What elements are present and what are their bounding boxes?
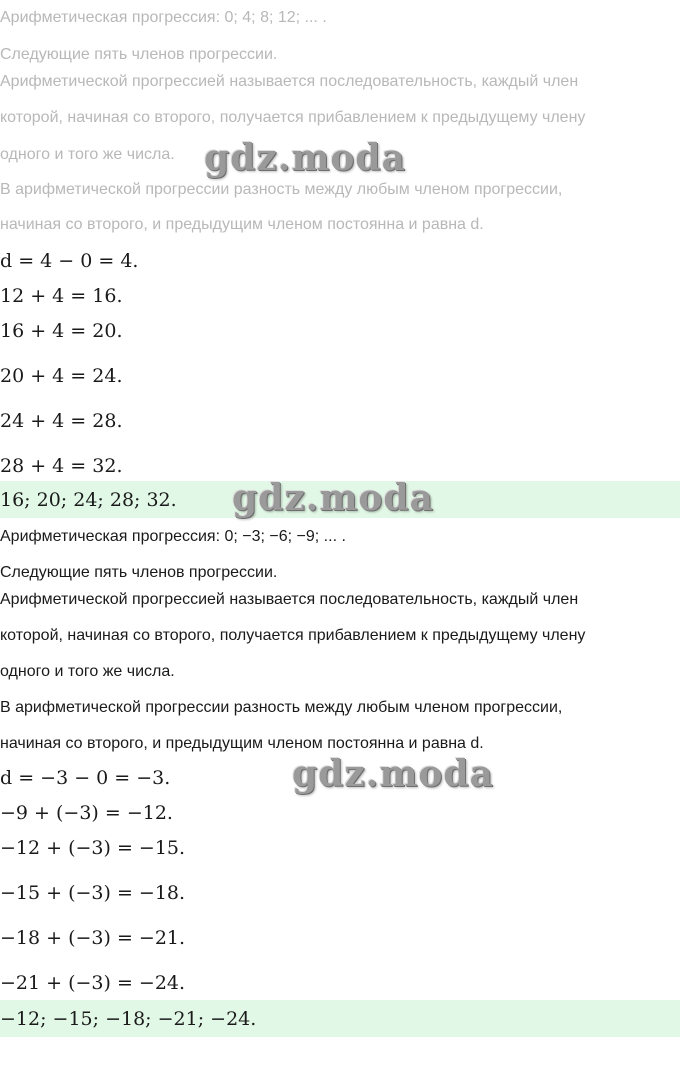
step-2-5: −21 + (−3) = −24. <box>0 972 186 994</box>
definition-text-1-line2: которой, начиная со второго, получается прибавлением к предыдущему члену <box>0 109 586 126</box>
step-1-3: 20 + 4 = 24. <box>0 365 123 387</box>
watermark-logo-1: gdz.moda <box>204 137 406 179</box>
progression-statement-1: Арифметическая прогрессия: 0; 4; 8; 12; ... . <box>0 9 327 26</box>
difference-text-2-line2: начиная со второго, и предыдущим членом постоянна и равна d. <box>0 735 484 752</box>
task-statement-2: Следующие пять членов прогрессии. <box>0 564 278 581</box>
step-2-2: −12 + (−3) = −15. <box>0 837 186 859</box>
definition-text-2-line2: которой, начиная со второго, получается прибавлением к предыдущему члену <box>0 627 586 644</box>
step-2-4: −18 + (−3) = −21. <box>0 927 186 949</box>
step-1-4: 24 + 4 = 28. <box>0 410 123 432</box>
watermark-logo-3: gdz.moda <box>292 753 494 795</box>
progression-statement-2: Арифметическая прогрессия: 0; −3; −6; −9; ... . <box>0 528 346 545</box>
definition-text-2-line1: Арифметической прогрессией называется последовательность, каждый член <box>0 591 579 608</box>
definition-text-2-line3: одного и того же числа. <box>0 663 175 680</box>
step-1-1: 12 + 4 = 16. <box>0 285 123 307</box>
d-calculation-2: d = −3 − 0 = −3. <box>0 767 171 789</box>
answer-2: −12; −15; −18; −21; −24. <box>0 1008 257 1030</box>
task-statement-1: Следующие пять членов прогрессии. <box>0 46 278 63</box>
definition-text-1-line1: Арифметической прогрессией называется последовательность, каждый член <box>0 73 579 90</box>
difference-text-1-line1: В арифметической прогрессии разность между любым членом прогрессии, <box>0 181 563 198</box>
difference-text-2-line1: В арифметической прогрессии разность между любым членом прогрессии, <box>0 699 563 716</box>
step-2-3: −15 + (−3) = −18. <box>0 882 186 904</box>
definition-text-1-line3: одного и того же числа. <box>0 146 175 163</box>
d-calculation-1: d = 4 − 0 = 4. <box>0 250 139 272</box>
step-2-1: −9 + (−3) = −12. <box>0 802 173 824</box>
difference-text-1-line2: начиная со второго, и предыдущим членом постоянна и равна d. <box>0 216 484 233</box>
step-1-5: 28 + 4 = 32. <box>0 455 123 477</box>
watermark-logo-2: gdz.moda <box>232 477 434 519</box>
answer-1: 16; 20; 24; 28; 32. <box>0 489 177 511</box>
step-1-2: 16 + 4 = 20. <box>0 320 123 342</box>
